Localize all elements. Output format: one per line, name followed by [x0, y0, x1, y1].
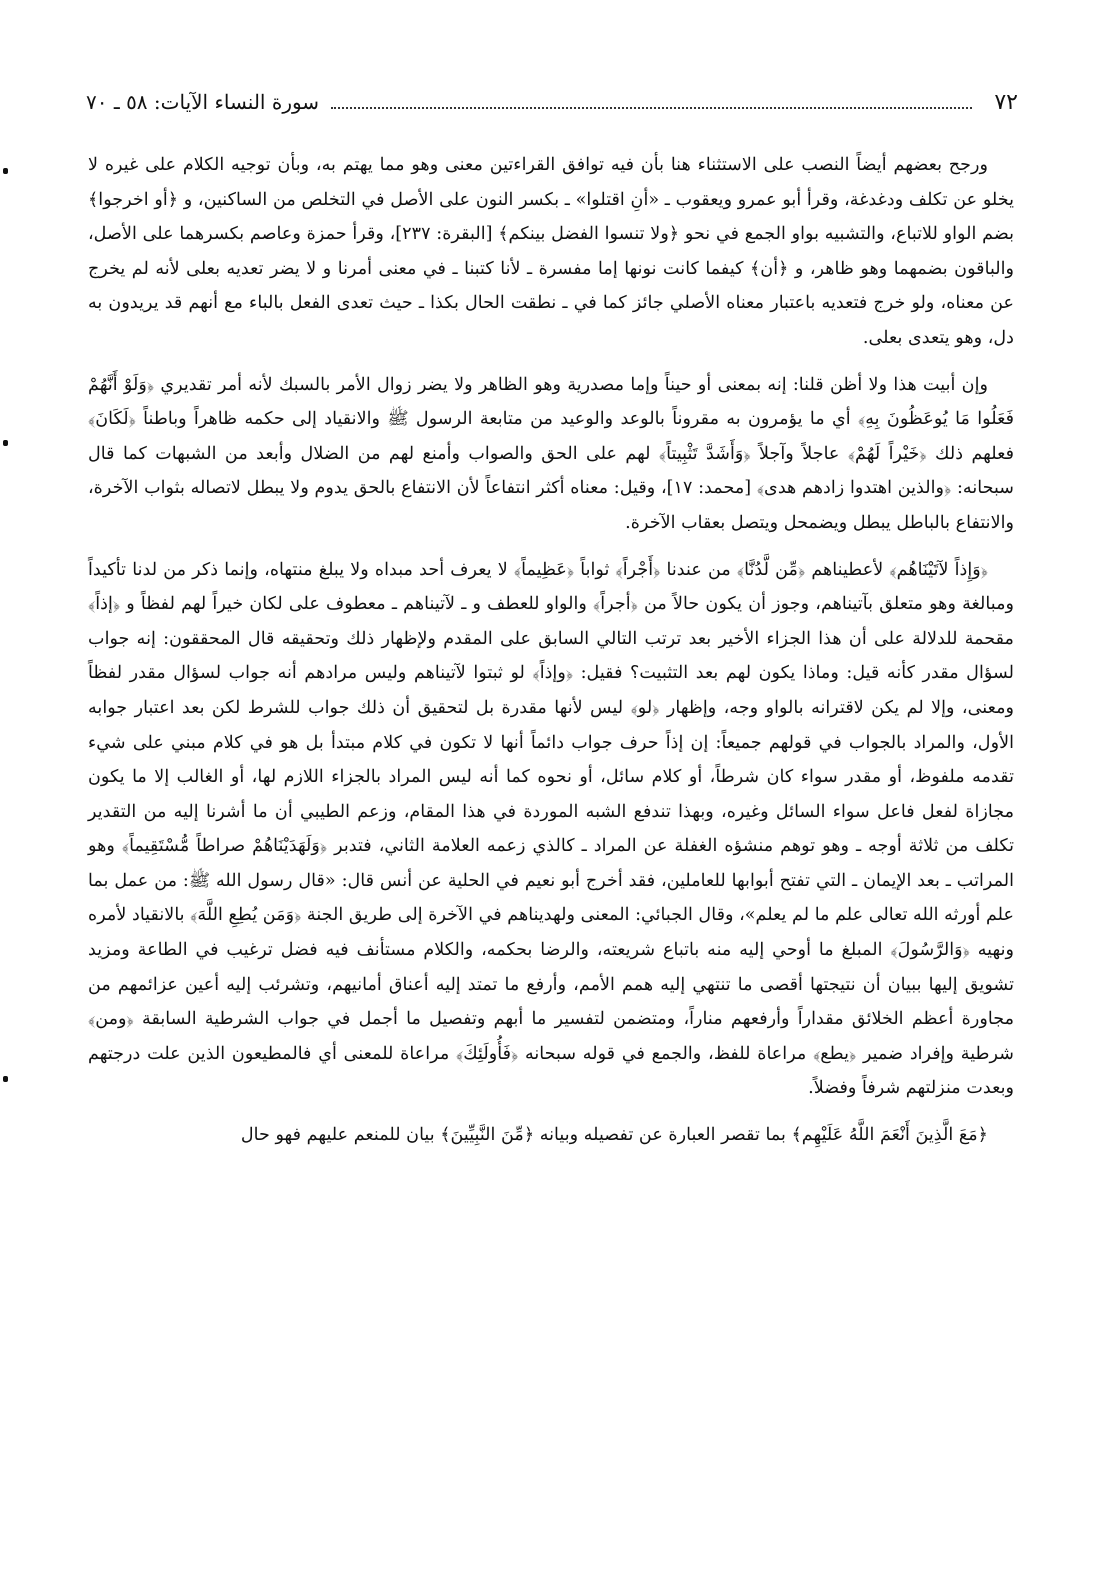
- paragraph: ورجح بعضهم أيضاً النصب على الاستثناء هنا بأن فيه توافق القراءتين معنى وهو مما يهتم به، وبأن توجيه الكلام على غيره لا يخلو عن تكلف ودغدغة، وقرأ أبو عمرو ويعقوب ـ «أنِ اقتلوا» ـ بكسر النون على الأصل في التخلص من الساكنين، و ﴿أو اخرجوا﴾ بضم الواو للاتباع، والتشبيه بواو الجمع في نحو ﴿ولا تنسوا الفضل بينكم﴾ [البقرة: ٢٣٧]، وقرأ حمزة وعاصم بكسرهما على الأصل، والباقون بضمهما وهو ظاهر، و ﴿أن﴾ كيفما كانت نونها إما مفسرة ـ لأنا كتبنا ـ في معنى أمرنا و لا يضر تعديه بعلى لأنه لم يخرج عن معناه، ولو خرج فتعديه باعتبار معناه الأصلي جائز كما في ـ نطقت الحال بكذا ـ حيث تعدى الفعل بالباء مع أنهم قد يريدون به دل، وهو يتعدى بعلى.: [88, 155, 1014, 348]
- paragraph: وإن أبيت هذا ولا أظن قلنا: إنه بمعنى أو حيناً وإما مصدرية وهو الظاهر ولا يضر زوال الأمر بالسبك لأنه أمر تقديري ﴿وَلَوْ أَنَّهُمْ فَعَلُوا مَا يُوعَظُونَ بِهِ﴾ أي ما يؤمرون به مقروناً بالوعد والوعيد من متابعة الرسول ﷺ والانقياد إلى حكمه ظاهراً وباطناً ﴿لَكَانَ﴾ فعلهم ذلك ﴿خَيْراً لَهُمْ﴾ عاجلاً وآجلاً ﴿وَأَشَدَّ تَثْبِيتاً﴾ لهم على الحق والصواب وأمنع لهم من الضلال وأبعد من الشبهات كما قال سبحانه: ﴿والذين اهتدوا زادهم هدى﴾ [محمد: ١٧]، وقيل: معناه أكثر انتفاعاً لأن الانتفاع بالحق يدوم ولا يبطل لاتصاله بثواب الآخرة، والانتفاع بالباطل يبطل ويضمحل ويتصل بعقاب الآخرة.: [88, 374, 1014, 533]
- scan-mark: [3, 440, 8, 446]
- scan-edge-marks: [3, 0, 11, 1577]
- paragraph: ﴿وَإِذاً لآتَيْنَاهُم﴾ لأعطيناهم ﴿مِّن لَّدُنَّا﴾ من عندنا ﴿أَجْراً﴾ ثواباً ﴿عَظِيماً﴾ لا يعرف أحد مبداه ولا يبلغ منتهاه، وإنما ذكر من لدنا تأكيداً ومبالغة وهو متعلق بآتيناهم، وجوز أن يكون حالاً من ﴿أجراً﴾ والواو للعطف و ـ لآتيناهم ـ معطوف على لكان خيراً لهم لفظاً و ﴿إذاً﴾ مقحمة للدلالة على أن هذا الجزاء الأخير بعد ترتب التالي السابق على المقدم ولإظهار ذلك وتحقيقه قال المحققون: إنه جواب لسؤال مقدر كأنه قيل: وماذا يكون لهم بعد التثبيت؟ فقيل: ﴿وإذاً﴾ لو ثبتوا لآتيناهم وليس مرادهم أنه جواب لسؤال مقدر لفظاً ومعنى، وإلا لم يكن لاقترانه بالواو وجه، وإظهار ﴿لو﴾ ليس لأنها مقدرة بل لتحقيق أن ذلك جواب للشرط لكن بعد اعتبار جوابه الأول، والمراد بالجواب في قولهم جميعاً: إن إذاً حرف جواب دائماً أنها لا تكون في كلام مبتدأ بل هو في كلام مبني على شيء تقدمه ملفوظ، أو مقدر سواء كان شرطاً، أو كلام سائل، أو نحوه كما أنه ليس المراد بالجزاء اللازم لها، أو الغالب إلا ما يكون مجازاة لفعل فاعل سواء السائل وغيره، وبهذا تندفع الشبه الموردة في هذا المقام، وزعم الطيبي أن ما أشرنا إليه من التقدير تكلف من ثلاثة أوجه ـ وهو توهم منشؤه الغفلة عن المراد ـ كالذي زعمه العلامة الثاني، فتدبر ﴿وَلَهَدَيْنَاهُمْ صراطاً مُّسْتَقِيماً﴾ وهو المراتب ـ بعد الإيمان ـ التي تفتح أبوابها للعاملين، فقد أخرج أبو نعيم في الحلية عن أنس قال: «قال رسول الله ﷺ: من عمل بما علم أورثه الله تعالى علم ما لم يعلم»، وقال الجبائي: المعنى ولهديناهم في الآخرة إلى طريق الجنة ﴿وَمَن يُطِعِ اللَّهَ﴾ بالانقياد لأمره ونهيه ﴿وَالرَّسُولَ﴾ المبلغ ما أوحي إليه منه باتباع شريعته، والرضا بحكمه، والكلام مستأنف فيه فضل ترغيب في الطاعة ومزيد تشويق إليها ببيان أن نتيجتها أقصى ما تنتهي إليه همم الأمم، وأرفع ما تمتد إليه أعناق أمانيهم، وتشرئب إليه أعين عزائمهم من مجاورة أعظم الخلائق مقداراً وأرفعهم مناراً، ومتضمن لتفسير ما أبهم وتفصيل ما أجمل في جواب الشرطية السابقة ﴿ومن﴾ شرطية وإفراد ضمير ﴿يطع﴾ مراعاة للفظ، والجمع في قوله سبحانه ﴿فَأُولَئِكَ﴾ مراعاة للمعنى أي فالمطيعون الذين علت درجتهم وبعدت منزلتهم شرفاً وفضلاً.: [88, 559, 1014, 1099]
- scan-mark: [3, 1076, 8, 1082]
- scan-mark: [3, 168, 8, 174]
- page-number: ٧٢: [994, 89, 1018, 115]
- paragraph: ﴿مَعَ الَّذِينَ أَنْعَمَ اللَّهُ عَلَيْهِم﴾ بما تقصر العبارة عن تفصيله وبيانه ﴿مِّنَ النَّبِيِّينَ﴾ بيان للمنعم عليهم فهو حال: [240, 1125, 988, 1146]
- surah-title: سورة النساء الآيات: ٥٨ ـ ٧٠: [86, 90, 320, 114]
- commentary-body: [88, 148, 1014, 1165]
- header-dotted-leader: [331, 107, 972, 109]
- running-header: [86, 86, 1018, 118]
